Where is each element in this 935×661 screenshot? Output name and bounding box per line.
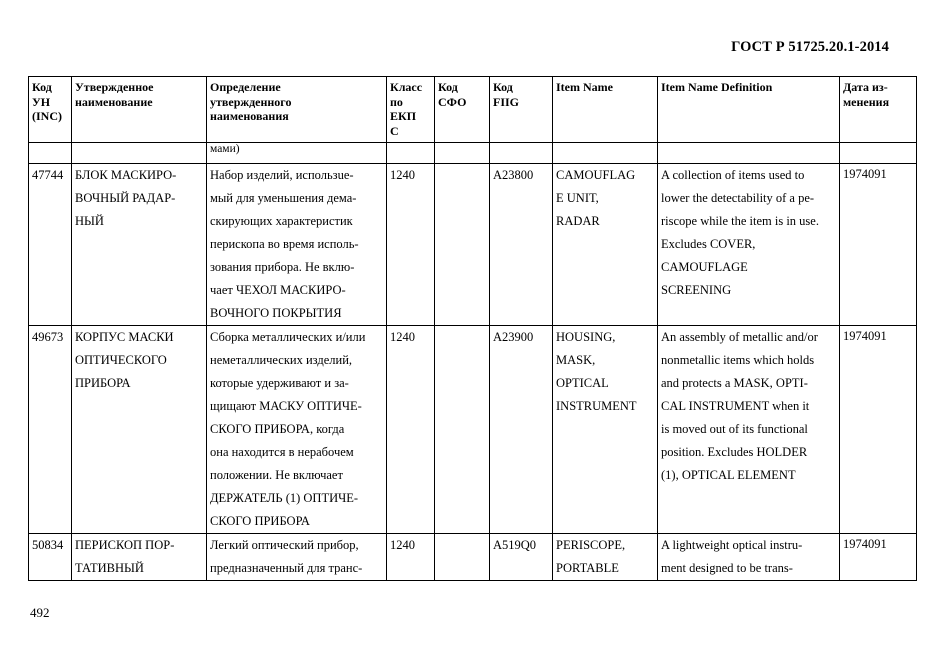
cell-definition-line: СКОГО ПРИБОРА [210, 514, 310, 528]
cell-inc: 50834 [29, 534, 72, 581]
cell-definition-line: Сборка металлических и/или [210, 330, 366, 344]
cell-item-name [553, 164, 658, 326]
header-line: Код [493, 80, 513, 94]
cell-item-name-line: OPTICAL [556, 376, 609, 390]
cell-item-definition-line: position. Excludes HOLDER [661, 445, 808, 459]
header-line: наименование [75, 94, 153, 109]
continuation-row [29, 143, 917, 164]
cell-class: 1240 [387, 326, 435, 534]
cell-item-definition-line: CAL INSTRUMENT when it [661, 399, 810, 413]
cell-item-definition-line: CAMOUFLAGE [661, 260, 748, 274]
header-name [72, 77, 207, 143]
header-inc [29, 77, 72, 143]
cell-inc: 49673 [29, 326, 72, 534]
cell-definition: мами) [207, 143, 387, 164]
table-header-row [29, 77, 917, 143]
header-line: УН [32, 94, 51, 109]
cell-definition-line: неметаллических изделий, [210, 353, 353, 367]
cell-item-definition-line: nonmetallic items which holds [661, 353, 815, 367]
cell-definition-line: ВОЧНОГО ПОКРЫТИЯ [210, 306, 342, 320]
header-line: (INC) [32, 109, 62, 123]
header-line: FIIG [493, 94, 520, 109]
header-line: наименования [210, 109, 289, 123]
cell-inc: 47744 [29, 164, 72, 326]
cell-fiig: A23800 [490, 164, 553, 326]
cell-date: 1974091 [840, 534, 917, 581]
cell-name-line: ОПТИЧЕСКОГО [75, 353, 167, 367]
cell-item-name [553, 534, 658, 581]
cell-name [72, 143, 207, 164]
cell-definition-line: она находится в нерабочем [210, 445, 354, 459]
header-line: Дата из- [843, 80, 888, 94]
cell-item-definition-line: Excludes COVER, [661, 237, 756, 251]
header-line: Item Name Definition [661, 80, 773, 94]
cell-item-name-line: PERISCOPE, [556, 538, 626, 552]
cell-item-definition-line: ment designed to be trans- [661, 561, 793, 575]
cell-item-name-line: HOUSING, [556, 330, 616, 344]
cell-definition-line: мый для уменьшения дема- [210, 191, 357, 205]
header-item-name [553, 77, 658, 143]
cell-fiig [490, 143, 553, 164]
cell-name-line: ПРИБОРА [75, 376, 131, 390]
cell-item-name-line: CAMOUFLAG [556, 168, 636, 182]
header-line: Класс [390, 80, 423, 94]
cell-name-line: НЫЙ [75, 214, 104, 228]
cell-definition-line: щищают МАСКУ ОПТИЧЕ- [210, 399, 362, 413]
catalog-table [28, 76, 917, 581]
table-row [29, 326, 917, 534]
cell-definition [207, 326, 387, 534]
page-number: 492 [30, 605, 50, 620]
cell-item-name-line: RADAR [556, 214, 600, 228]
header-line: утвержденного [210, 94, 292, 109]
cell-item-definition-line: (1), OPTICAL ELEMENT [661, 468, 796, 482]
cell-class [387, 143, 435, 164]
cell-definition-line: скирующих характеристик [210, 214, 353, 228]
cell-date: 1974091 [840, 164, 917, 326]
cell-item-definition [658, 143, 840, 164]
header-definition [207, 77, 387, 143]
cell-definition [207, 164, 387, 326]
cell-sfo [435, 326, 490, 534]
cell-definition-line: зования прибора. Не вклю- [210, 260, 355, 274]
cell-name [72, 164, 207, 326]
cell-inc [29, 143, 72, 164]
cell-item-definition-line: and protects a MASK, OPTI- [661, 376, 808, 390]
table-row [29, 164, 917, 326]
cell-item-definition-line: lower the detectability of a pe- [661, 191, 815, 205]
cell-item-name-line: PORTABLE [556, 561, 619, 575]
cell-class: 1240 [387, 534, 435, 581]
cell-definition-line: положении. Не включает [210, 468, 343, 482]
header-line: Item Name [556, 80, 613, 94]
cell-item-name-line: E UNIT, [556, 191, 599, 205]
cell-sfo [435, 164, 490, 326]
document-standard-header: ГОСТ Р 51725.20.1-2014 [731, 39, 889, 55]
cell-sfo [435, 534, 490, 581]
header-line: Код [32, 80, 52, 94]
header-line: СФО [438, 94, 467, 109]
cell-name-line: КОРПУС МАСКИ [75, 330, 174, 344]
table-row [29, 534, 917, 581]
cell-item-definition [658, 164, 840, 326]
cell-date: 1974091 [840, 326, 917, 534]
cell-definition-line: ДЕРЖАТЕЛЬ (1) ОПТИЧЕ- [210, 491, 359, 505]
cell-item-definition-line: SCREENING [661, 283, 732, 297]
cell-item-name [553, 326, 658, 534]
cell-definition-line: предназначенный для транс- [210, 561, 363, 575]
header-line: Код [438, 80, 458, 94]
header-line: С [390, 123, 399, 138]
cell-fiig: A519Q0 [490, 534, 553, 581]
cell-item-definition-line: A collection of items used to [661, 168, 805, 182]
header-item-definition [658, 77, 840, 143]
cell-definition [207, 534, 387, 581]
cell-item-definition-line: An assembly of metallic and/or [661, 330, 818, 344]
cell-name-line: БЛОК МАСКИРО- [75, 168, 177, 182]
header-sfo [435, 77, 490, 143]
cell-item-definition-line: riscope while the item is in use. [661, 214, 819, 228]
header-line: Утвержденное [75, 80, 154, 94]
cell-definition-line: Легкий оптический прибор, [210, 538, 359, 552]
cell-item-definition [658, 326, 840, 534]
header-date [840, 77, 917, 143]
header-line: по [390, 94, 403, 109]
cell-name-line: ВОЧНЫЙ РАДАР- [75, 191, 176, 205]
cell-name [72, 326, 207, 534]
cell-class: 1240 [387, 164, 435, 326]
cell-name-line: ТАТИВНЫЙ [75, 561, 144, 575]
cell-definition-line: Набор изделий, использue- [210, 168, 354, 182]
cell-item-definition-line: is moved out of its functional [661, 422, 808, 436]
cell-definition-line: чает ЧЕХОЛ МАСКИРО- [210, 283, 346, 297]
header-line: Определение [210, 80, 281, 94]
cell-fiig: A23900 [490, 326, 553, 534]
cell-definition-line: СКОГО ПРИБОРА, когда [210, 422, 345, 436]
cell-definition-line: перископа во время исполь- [210, 237, 359, 251]
cell-sfo [435, 143, 490, 164]
cell-item-name-line: MASK, [556, 353, 596, 367]
cell-item-name [553, 143, 658, 164]
header-line: ЕКП [390, 109, 417, 123]
cell-item-name-line: INSTRUMENT [556, 399, 637, 413]
cell-item-definition [658, 534, 840, 581]
cell-definition-line: которые удерживают и за- [210, 376, 349, 390]
header-line: менения [843, 94, 890, 109]
header-fiig [490, 77, 553, 143]
cell-item-definition-line: A lightweight optical instru- [661, 538, 803, 552]
cell-date [840, 143, 917, 164]
cell-name-line: ПЕРИСКОП ПОР- [75, 538, 175, 552]
cell-name [72, 534, 207, 581]
header-class [387, 77, 435, 143]
